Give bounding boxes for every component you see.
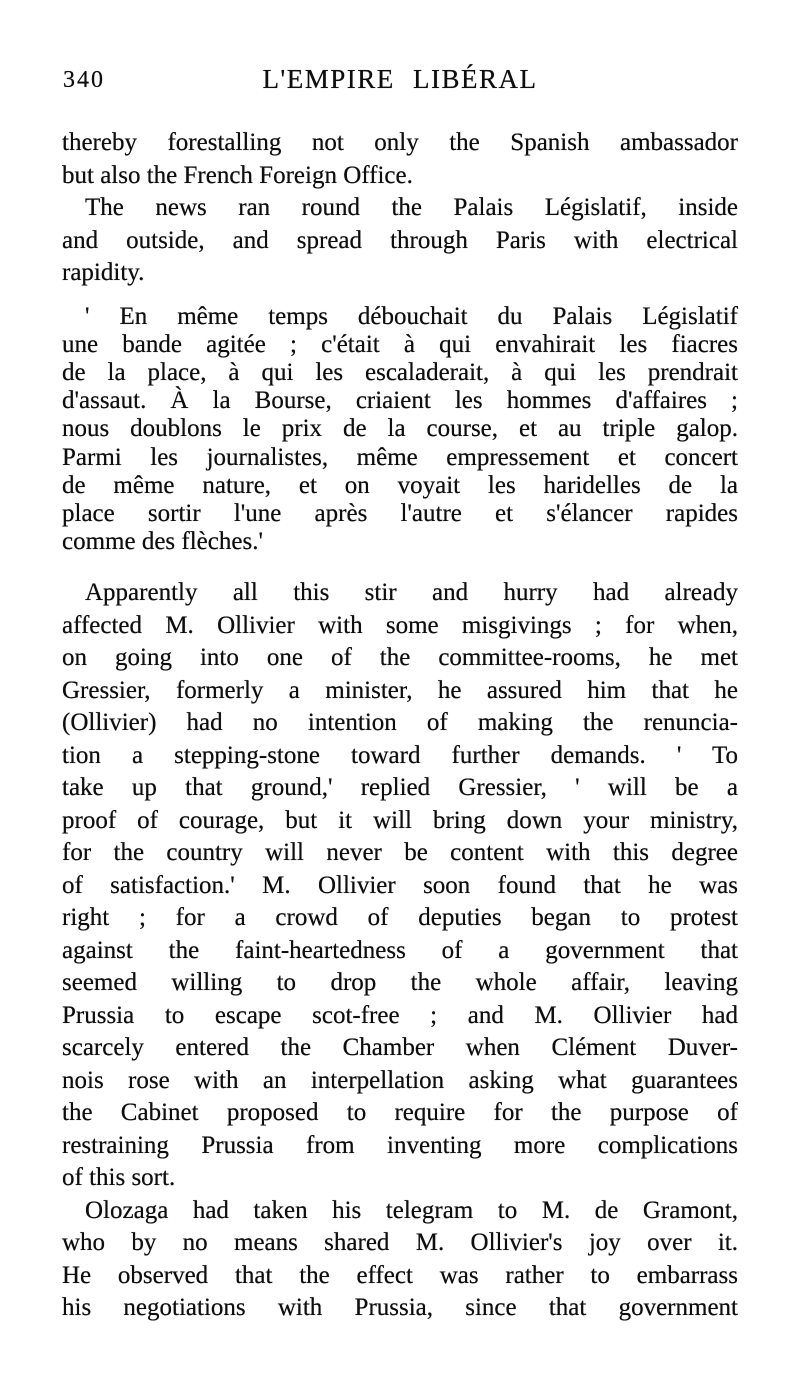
text-line: against the faint-heartedness of a government that [62, 936, 738, 964]
page-number: 340 [63, 67, 105, 93]
text-line: de la place, à qui les escaladerait, à qui les prendrait [62, 358, 738, 386]
text-line: affected M. Ollivier with some misgivings ; for when, [62, 611, 738, 639]
text-line: une bande agitée ; c'était à qui envahirait les fiacres [62, 330, 738, 358]
running-head-title: L'EMPIRE LIBÉRAL [262, 64, 538, 94]
text-line: restraining Prussia from inventing more complications [62, 1131, 738, 1159]
body-paragraph [62, 1195, 738, 1325]
running-header [0, 64, 800, 94]
text-line: right ; for a crowd of deputies began to protest [62, 904, 738, 932]
text-line: the Cabinet proposed to require for the purpose of [62, 1099, 738, 1127]
text-line: scarcely entered the Chamber when Clément Duver- [62, 1034, 738, 1062]
text-line: tion a stepping-stone toward further demands. ' To [62, 741, 738, 769]
text-line: Olozaga had taken his telegram to M. de Gramont, [85, 1196, 738, 1224]
text-line: comme des flèches.' [62, 528, 263, 556]
text-line: of this sort. [62, 1164, 176, 1192]
block-quote-paragraph [62, 303, 738, 557]
text-line: de même nature, et on voyait les haridelles de la [62, 471, 738, 499]
body-paragraph [62, 127, 738, 192]
text-line: take up that ground,' replied Gressier, ' will be a [62, 774, 738, 802]
text-line: for the country will never be content with this degree [62, 839, 738, 867]
text-line: nois rose with an interpellation asking what guarantees [62, 1066, 738, 1094]
text-line: who by no means shared M. Ollivier's joy over it. [62, 1229, 738, 1257]
text-line: Apparently all this stir and hurry had already [85, 579, 738, 607]
text-line: rapidity. [62, 259, 145, 286]
text-line: He observed that the effect was rather to embarrass [62, 1261, 738, 1289]
text-line: The news ran round the Palais Législatif, inside [85, 194, 738, 221]
body-paragraph [62, 577, 738, 1195]
text-line: (Ollivier) had no intention of making the renuncia- [62, 709, 738, 737]
text-line: d'assaut. À la Bourse, criaient les hommes d'affaires ; [62, 387, 738, 415]
text-line: Parmi les journalistes, même empressement et concert [62, 443, 738, 471]
text-line: seemed willing to drop the whole affair, leaving [62, 969, 738, 997]
text-line: ' En même temps débouchait du Palais Législatif [85, 302, 738, 330]
text-line: Gressier, formerly a minister, he assured him that he [62, 676, 738, 704]
text-line: Prussia to escape scot-free ; and M. Ollivier had [62, 1001, 738, 1029]
text-line: place sortir l'une après l'autre et s'élancer rapides [62, 499, 738, 527]
text-line: thereby forestalling not only the Spanish ambassador [62, 129, 738, 156]
text-line: his negotiations with Prussia, since that government [62, 1294, 738, 1322]
text-line: but also the French Foreign Office. [62, 161, 413, 189]
text-line: of satisfaction.' M. Ollivier soon found that he was [62, 871, 738, 899]
text-line: on going into one of the committee-rooms, he met [62, 644, 738, 672]
text-line: proof of courage, but it will bring down your ministry, [62, 806, 738, 834]
text-line: nous doublons le prix de la course, et au triple galop. [62, 415, 738, 443]
text-column [62, 127, 738, 1325]
body-paragraph [62, 192, 738, 290]
text-line: and outside, and spread through Paris with electrical [62, 226, 738, 254]
